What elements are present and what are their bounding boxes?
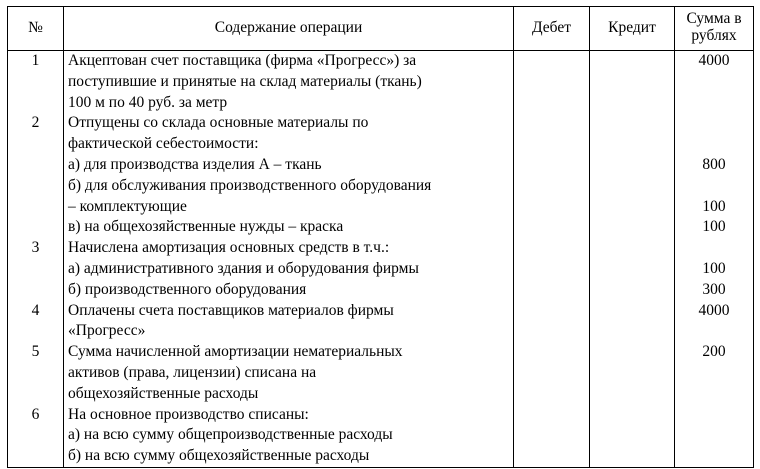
table-row	[8, 238, 754, 300]
content-line: б) для обслуживания производственного оборудования	[68, 176, 432, 194]
sum-value	[675, 176, 753, 197]
content-line: б) производственного оборудования	[68, 280, 307, 298]
sum-cell	[675, 51, 754, 114]
content-line: общехозяйственные расходы	[68, 384, 259, 402]
credit-cell	[590, 301, 675, 343]
table-row	[8, 342, 754, 404]
content-line: в) на общехозяйственные нужды – краска	[68, 218, 344, 236]
operation-number: 6	[8, 405, 64, 468]
operation-content	[64, 238, 514, 300]
sum-value	[675, 134, 753, 155]
credit-cell	[590, 405, 675, 468]
operation-number: 1	[8, 51, 64, 114]
sum-value: 800	[702, 155, 726, 173]
header-num: №	[8, 7, 64, 51]
sum-cell	[675, 301, 754, 343]
sum-value	[675, 93, 753, 114]
content-line: а) на всю сумму общепроизводственные расходы	[68, 426, 393, 444]
operation-number: 3	[8, 238, 64, 300]
sum-value: 4000	[698, 301, 730, 319]
sum-value	[675, 113, 753, 134]
header-credit: Кредит	[590, 7, 675, 51]
header-content: Содержание операции	[64, 7, 514, 51]
content-line: Сумма начисленной амортизации нематериальных	[68, 343, 403, 361]
debit-cell	[514, 238, 590, 300]
sum-value	[675, 321, 753, 342]
header-row	[8, 7, 754, 51]
content-line: – комплектующие	[68, 197, 187, 215]
table-row	[8, 405, 754, 468]
header-sum-line2: рублях	[691, 27, 737, 44]
operation-content	[64, 405, 514, 468]
content-line: а) административного здания и оборудования фирмы	[68, 259, 419, 277]
operation-number: 4	[8, 301, 64, 343]
sum-value	[675, 425, 753, 446]
debit-cell	[514, 51, 590, 114]
header-sum-line1: Сумма в	[686, 10, 742, 27]
content-line: а) для производства изделия А – ткань	[68, 155, 322, 173]
content-line: Акцептован счет поставщика (фирма «Прогресс») за	[68, 52, 417, 69]
credit-cell	[590, 51, 675, 114]
content-line: активов (права, лицензии) списана на	[68, 363, 317, 381]
sum-value: 200	[702, 343, 726, 361]
header-debit: Дебет	[514, 7, 590, 51]
sum-value	[675, 405, 753, 426]
sum-value	[675, 446, 753, 467]
sum-value: 4000	[698, 52, 730, 69]
table-row	[8, 301, 754, 343]
content-line: поступившие и принятые на склад материалы (ткань)	[68, 72, 422, 90]
sum-value	[675, 238, 753, 259]
operation-content	[64, 51, 514, 114]
operation-content	[64, 342, 514, 404]
credit-cell	[590, 238, 675, 300]
content-line: фактической себестоимости:	[68, 135, 259, 153]
operation-content	[64, 113, 514, 238]
sum-cell	[675, 342, 754, 404]
sum-value	[675, 384, 753, 405]
credit-cell	[590, 342, 675, 404]
table-row	[8, 113, 754, 238]
operations-table	[7, 6, 754, 468]
content-line: На основное производство списаны:	[68, 405, 309, 423]
debit-cell	[514, 113, 590, 238]
operation-number: 5	[8, 342, 64, 404]
operation-number: 2	[8, 113, 64, 238]
sum-value: 300	[702, 280, 726, 298]
debit-cell	[514, 405, 590, 468]
sum-value	[675, 72, 753, 93]
sum-value: 100	[702, 197, 726, 215]
sum-value	[675, 363, 753, 384]
content-line: Отпущены со склада основные материалы по	[68, 114, 369, 132]
sum-value: 100	[702, 259, 726, 277]
debit-cell	[514, 301, 590, 343]
credit-cell	[590, 113, 675, 238]
operation-content	[64, 301, 514, 343]
content-line: Начислена амортизация основных средств в т.ч.:	[68, 239, 390, 257]
content-line: 100 м по 40 руб. за метр	[68, 93, 228, 111]
sum-cell	[675, 238, 754, 300]
sum-cell	[675, 113, 754, 238]
debit-cell	[514, 342, 590, 404]
sum-value: 100	[702, 218, 726, 236]
table-row	[8, 51, 754, 114]
header-sum	[675, 7, 754, 51]
content-line: б) на всю сумму общехозяйственные расходы	[68, 447, 370, 465]
sum-cell	[675, 405, 754, 468]
content-line: Оплачены счета поставщиков материалов фирмы	[68, 301, 394, 319]
content-line: «Прогресс»	[68, 322, 146, 340]
